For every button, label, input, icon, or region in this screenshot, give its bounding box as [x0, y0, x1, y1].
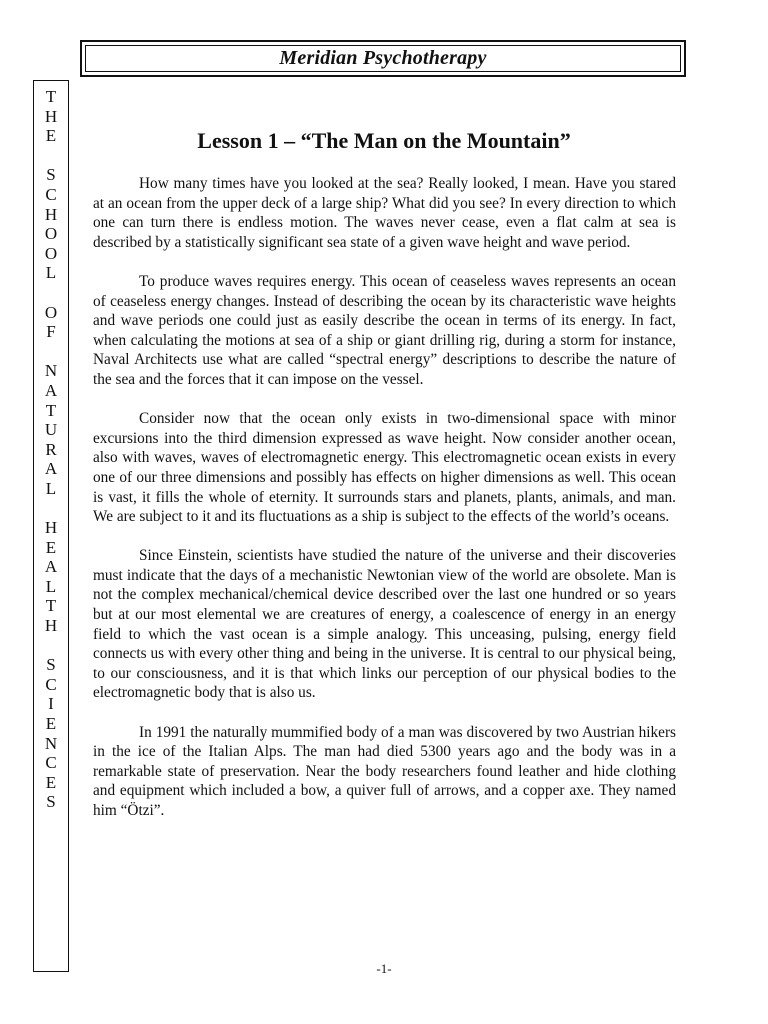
sidebar-letter: O [44, 243, 58, 263]
sidebar-letter: A [44, 459, 58, 479]
sidebar-letter: C [45, 184, 57, 204]
sidebar-letter: C [45, 753, 57, 773]
lesson-body [93, 174, 676, 840]
paragraph: Consider now that the ocean only exists in two-dimensional space with minor excursions into the third dimension expressed as wave height. Now consider another ocean, also with waves, waves of electromagnetic energy. This electromagnetic ocean exists in every one of our three dimensions and possibly has effects on higher dimensions as well. This ocean is vast, it fills the whole of eternity. It surrounds stars and planets, plants, animals, and man. We are subject to it and its fluctuations as a ship is subject to the effects of the world’s oceans. [93, 410, 676, 526]
sidebar-letter: L [45, 576, 57, 596]
sidebar-letter: H [44, 616, 58, 636]
sidebar-letter: I [48, 694, 54, 714]
sidebar-letters [34, 87, 68, 812]
sidebar-letter [34, 146, 68, 166]
paragraph: How many times have you looked at the sea? Really looked, I mean. Have you stared at an ocean from the upper deck of a large ship? What did you see? In every direction to which one can turn there is endless motion. The waves never cease, even a flat calm at sea is described by a statistically significant sea state of a given wave height and wave period. [93, 175, 676, 251]
sidebar-letter: A [44, 380, 58, 400]
sidebar-letter: U [44, 420, 58, 440]
sidebar-letter: T [45, 87, 57, 106]
sidebar-letter: C [45, 674, 57, 694]
paragraph: In 1991 the naturally mummified body of a man was discovered by two Austrian hikers in the ice of the Italian Alps. The man had died 5300 years ago and the body was in a remarkable state of preservation. Near the body researchers found leather and hide clothing and equipment which included a bow, a quiver full of arrows, and a copper axe. They named him “Ötzi”. [93, 723, 676, 819]
sidebar-letter: E [45, 537, 57, 557]
sidebar-letter: N [44, 733, 58, 753]
sidebar-letter [34, 498, 68, 518]
sidebar-letter: S [46, 655, 56, 675]
sidebar-letter: H [44, 106, 58, 126]
sidebar-letter: E [45, 714, 57, 733]
header-frame [80, 40, 686, 77]
sidebar-letter: A [44, 557, 58, 577]
sidebar-letter [34, 283, 68, 303]
sidebar-letter: O [44, 302, 58, 322]
sidebar-letter: R [45, 439, 57, 459]
header-inner-frame [85, 45, 681, 72]
sidebar-letter: L [45, 263, 57, 283]
sidebar-letter: S [46, 792, 56, 812]
page-number: -1- [376, 961, 392, 976]
sidebar-letter: S [46, 165, 56, 185]
sidebar-letter: T [45, 596, 57, 616]
sidebar-letter [34, 342, 68, 362]
sidebar-school-name [33, 80, 69, 972]
sidebar-letter: L [45, 478, 57, 498]
header-title: Meridian Psychotherapy [279, 47, 487, 69]
sidebar-letter: E [45, 772, 57, 792]
paragraph: Since Einstein, scientists have studied the nature of the universe and their discoveries must indicate that the days of a mechanistic Newtonian view of the world are obsolete. Man is not the complex mechanical/chemical device described over the last one hundred or so years but at our most elemental we are creatures of energy, a coalescence of energy in an energy field to which the vast ocean is a simple analogy. This unceasing, pulsing, energy field connects us with every other thing and being in the universe. It is central to our physical being, to our consciousness, and it is that which links our perception of our physical bodies to the electromagnetic body that is also us. [93, 547, 676, 702]
sidebar-letter: E [45, 126, 57, 146]
paragraph: To produce waves requires energy. This ocean of ceaseless waves represents an ocean of ceaseless energy changes. Instead of describing the ocean by its characteristic wave heights and wave periods one could just as easily describe the ocean in terms of its energy. In fact, when calculating the motions at sea of a ship or giant drilling rig, during a storm for instance, Naval Architects use what are called “spectral energy” descriptions to describe the nature of the sea and the forces that it can impose on the vessel. [93, 272, 676, 388]
sidebar-letter: F [46, 322, 56, 342]
sidebar-letter: O [44, 224, 58, 244]
sidebar-letter: H [44, 204, 58, 224]
sidebar-letter: H [44, 518, 58, 538]
lesson-title: Lesson 1 – “The Man on the Mountain” [197, 128, 571, 153]
sidebar-letter: T [45, 400, 57, 420]
sidebar-letter [34, 636, 68, 656]
sidebar-letter: N [44, 361, 58, 381]
